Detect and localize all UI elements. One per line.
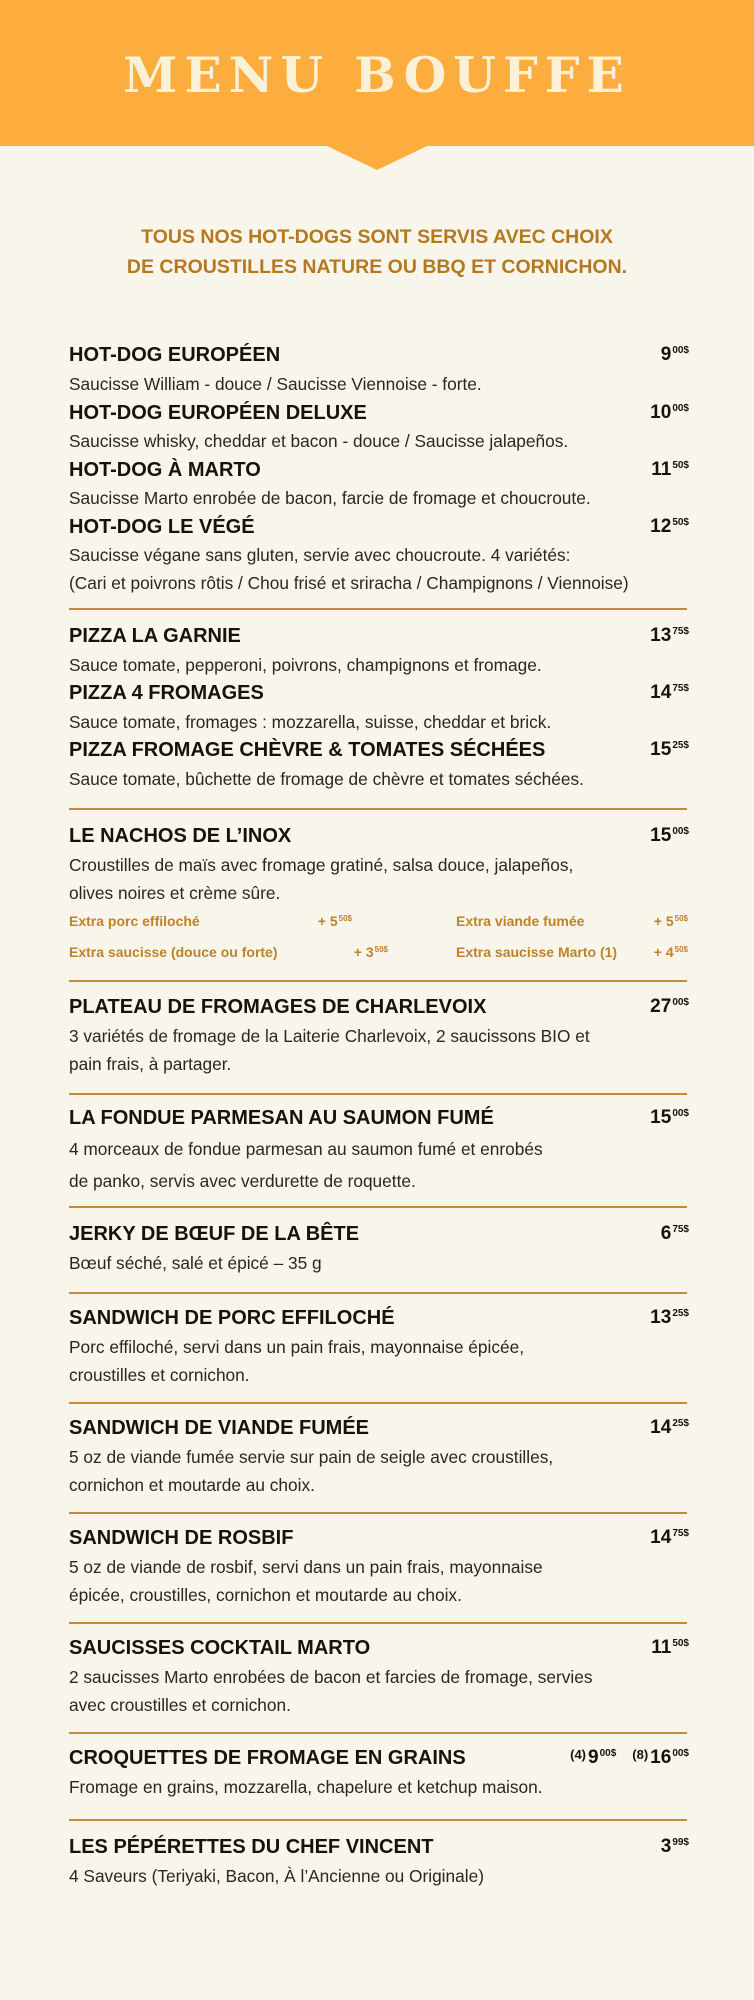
page-title: MENU BOUFFE <box>123 46 631 104</box>
item-quantity: (4) <box>570 1747 587 1762</box>
item-title: PIZZA LA GARNIE <box>69 625 241 647</box>
description-line: Porc effiloché, servi dans un pain frais, mayonnaise épicée, <box>69 1337 525 1357</box>
section-divider <box>69 1512 687 1514</box>
item-description <box>69 484 689 512</box>
extra-option-price <box>354 944 388 960</box>
description-line: Sauce tomate, fromages : mozzarella, suisse, cheddar et brick. <box>69 712 552 732</box>
price-cents: 00$ <box>672 826 689 837</box>
item-title: JERKY DE BŒUF DE LA BÊTE <box>69 1223 360 1245</box>
item-price <box>650 1527 689 1549</box>
price-dollars: 9 <box>588 1747 599 1768</box>
price-cents: 99$ <box>672 1837 689 1848</box>
description-line: 5 oz de viande fumée servie sur pain de seigle avec croustilles, <box>69 1447 554 1467</box>
item-price <box>650 825 689 847</box>
price-cents: 00$ <box>672 345 689 356</box>
extra-option-label: Extra saucisse (douce ou forte) <box>69 944 278 960</box>
price-dollars: 27 <box>650 996 672 1017</box>
item-price <box>650 1107 689 1129</box>
description-line: pain frais, à partager. <box>69 1054 232 1074</box>
price-dollars: 6 <box>660 1223 672 1244</box>
price-cents: 50$ <box>672 460 689 471</box>
description-line: croustilles et cornichon. <box>69 1365 250 1385</box>
section-divider <box>69 808 687 810</box>
price-dollars: 13 <box>650 1307 672 1328</box>
section-divider <box>69 1292 687 1294</box>
extra-price-dollars: + 3 <box>353 944 374 960</box>
item-title: HOT-DOG LE VÉGÉ <box>69 516 255 538</box>
extra-option-price <box>654 913 688 929</box>
extra-option-label: Extra viande fumée <box>456 913 585 929</box>
description-line: 3 variétés de fromage de la Laiterie Charlevoix, 2 saucissons BIO et <box>69 1026 590 1046</box>
description-line: de panko, servis avec verdurette de roquette. <box>69 1171 416 1191</box>
price-cents: 00$ <box>672 1108 689 1119</box>
item-price <box>570 1747 689 1769</box>
description-line: olives noires et crème sûre. <box>69 883 281 903</box>
price-cents: 00$ <box>672 1748 689 1759</box>
item-title: PIZZA 4 FROMAGES <box>69 682 264 704</box>
section-divider <box>69 1206 687 1208</box>
item-description <box>69 851 689 907</box>
price-dollars: 13 <box>650 625 672 646</box>
extra-price-cents: 50$ <box>674 914 688 923</box>
item-description <box>69 1663 689 1719</box>
item-title: PIZZA FROMAGE CHÈVRE & TOMATES SÉCHÉES <box>69 739 546 761</box>
item-description <box>69 1249 689 1277</box>
extra-option-price <box>654 944 688 960</box>
price-dollars: 9 <box>660 344 672 365</box>
price-dollars: 14 <box>650 1417 672 1438</box>
price-cents: 50$ <box>672 1638 689 1649</box>
extra-price-dollars: + 5 <box>317 913 338 929</box>
item-price <box>661 344 689 366</box>
price-dollars: 16 <box>650 1747 672 1768</box>
item-title: HOT-DOG EUROPÉEN <box>69 344 281 366</box>
price-dollars: 15 <box>650 739 672 760</box>
description-line: Saucisse Marto enrobée de bacon, farcie de fromage et choucroute. <box>69 488 591 508</box>
description-line: Saucisse whisky, cheddar et bacon - douce / Saucisse jalapeños. <box>69 431 569 451</box>
item-description <box>69 1553 689 1609</box>
item-price <box>661 1223 689 1245</box>
section-divider <box>69 1093 687 1095</box>
price-cents: 25$ <box>672 1308 689 1319</box>
item-price <box>650 402 689 424</box>
price-cents: 00$ <box>672 997 689 1008</box>
item-title: HOT-DOG À MARTO <box>69 459 261 481</box>
item-description <box>69 1862 689 1890</box>
item-description <box>69 1773 689 1801</box>
price-dollars: 15 <box>650 825 672 846</box>
price-cents: 75$ <box>672 1224 689 1235</box>
price-dollars: 10 <box>650 402 672 423</box>
description-line: Croustilles de maïs avec fromage gratiné, salsa douce, jalapeños, <box>69 855 574 875</box>
item-price <box>650 1417 689 1439</box>
description-line: cornichon et moutarde au choix. <box>69 1475 315 1495</box>
price-dollars: 11 <box>651 1637 672 1658</box>
description-line: 4 morceaux de fondue parmesan au saumon fumé et enrobés <box>69 1139 543 1159</box>
section-divider <box>69 1402 687 1404</box>
price-cents: 75$ <box>672 1528 689 1539</box>
header-notch <box>327 146 427 170</box>
price-dollars: 14 <box>650 1527 672 1548</box>
description-line: 5 oz de viande de rosbif, servi dans un pain frais, mayonnaise <box>69 1557 543 1577</box>
item-description <box>69 427 689 455</box>
price-dollars: 15 <box>650 1107 672 1128</box>
item-title: LE NACHOS DE L’INOX <box>69 825 292 847</box>
extra-price-dollars: + 5 <box>653 913 674 929</box>
price-dollars: 14 <box>650 682 672 703</box>
item-title: SANDWICH DE ROSBIF <box>69 1527 294 1549</box>
price-dollars: 12 <box>650 516 672 537</box>
section-divider <box>69 980 687 982</box>
item-price <box>650 516 689 538</box>
price-cents: 25$ <box>672 1418 689 1429</box>
description-line: (Cari et poivrons rôtis / Chou frisé et sriracha / Champignons / Viennoise) <box>69 573 629 593</box>
item-description <box>69 1443 689 1499</box>
description-line: Sauce tomate, bûchette de fromage de chèvre et tomates séchées. <box>69 769 584 789</box>
description-line: avec croustilles et cornichon. <box>69 1695 291 1715</box>
description-line: Fromage en grains, mozzarella, chapelure et ketchup maison. <box>69 1777 543 1797</box>
item-description <box>69 1133 689 1197</box>
description-line: Saucisse William - douce / Saucisse Viennoise - forte. <box>69 374 482 394</box>
description-line: Bœuf séché, salé et épicé – 35 g <box>69 1253 322 1273</box>
price-dollars: 11 <box>651 459 672 480</box>
item-title: CROQUETTES DE FROMAGE EN GRAINS <box>69 1747 466 1769</box>
item-title: SAUCISSES COCKTAIL MARTO <box>69 1637 371 1659</box>
extra-option-price <box>318 913 352 929</box>
extra-price-cents: 50$ <box>338 914 352 923</box>
section-divider <box>69 1732 687 1734</box>
intro-line-1: TOUS NOS HOT-DOGS SONT SERVIS AVEC CHOIX <box>141 226 613 248</box>
section-divider <box>69 1819 687 1821</box>
description-line: épicée, croustilles, cornichon et moutarde au choix. <box>69 1585 462 1605</box>
extra-price-dollars: + 4 <box>653 944 674 960</box>
extra-option-label: Extra porc effiloché <box>69 913 200 929</box>
description-line: Sauce tomate, pepperoni, poivrons, champignons et fromage. <box>69 655 542 675</box>
section-divider <box>69 1622 687 1624</box>
price-cents: 50$ <box>672 517 689 528</box>
description-line: Saucisse végane sans gluten, servie avec choucroute. 4 variétés: <box>69 545 571 565</box>
item-description <box>69 651 689 679</box>
price-dollars: 3 <box>660 1836 672 1857</box>
item-title: LES PÉPÉRETTES DU CHEF VINCENT <box>69 1836 434 1858</box>
section-divider <box>69 608 687 610</box>
item-price <box>650 625 689 647</box>
item-title: SANDWICH DE PORC EFFILOCHÉ <box>69 1307 395 1329</box>
item-price <box>650 739 689 761</box>
item-title: PLATEAU DE FROMAGES DE CHARLEVOIX <box>69 996 487 1018</box>
item-title: LA FONDUE PARMESAN AU SAUMON FUMÉ <box>69 1107 494 1129</box>
price-cents: 75$ <box>672 683 689 694</box>
item-price <box>651 459 689 481</box>
item-description <box>69 541 689 597</box>
item-price <box>650 1307 689 1329</box>
price-cents: 25$ <box>672 740 689 751</box>
intro-note <box>60 222 694 282</box>
item-title: HOT-DOG EUROPÉEN DELUXE <box>69 402 367 424</box>
item-description <box>69 765 689 793</box>
item-description <box>69 708 689 736</box>
item-description <box>69 1333 689 1389</box>
item-price <box>650 682 689 704</box>
item-quantity: (8) <box>632 1747 649 1762</box>
item-price <box>651 1637 689 1659</box>
price-cents: 75$ <box>672 626 689 637</box>
extra-price-cents: 50$ <box>674 945 688 954</box>
item-price <box>661 1836 689 1858</box>
description-line: 4 Saveurs (Teriyaki, Bacon, À l’Ancienne ou Originale) <box>69 1866 484 1886</box>
extra-option-label: Extra saucisse Marto (1) <box>456 944 618 960</box>
price-cents: 00$ <box>672 403 689 414</box>
description-line: 2 saucisses Marto enrobées de bacon et farcies de fromage, servies <box>69 1667 593 1687</box>
price-cents: 00$ <box>599 1748 617 1759</box>
item-title: SANDWICH DE VIANDE FUMÉE <box>69 1417 370 1439</box>
item-description <box>69 370 689 398</box>
intro-line-2: DE CROUSTILLES NATURE OU BBQ ET CORNICHON. <box>126 256 628 278</box>
item-price <box>650 996 689 1018</box>
item-description <box>69 1022 689 1078</box>
extra-price-cents: 50$ <box>374 945 388 954</box>
